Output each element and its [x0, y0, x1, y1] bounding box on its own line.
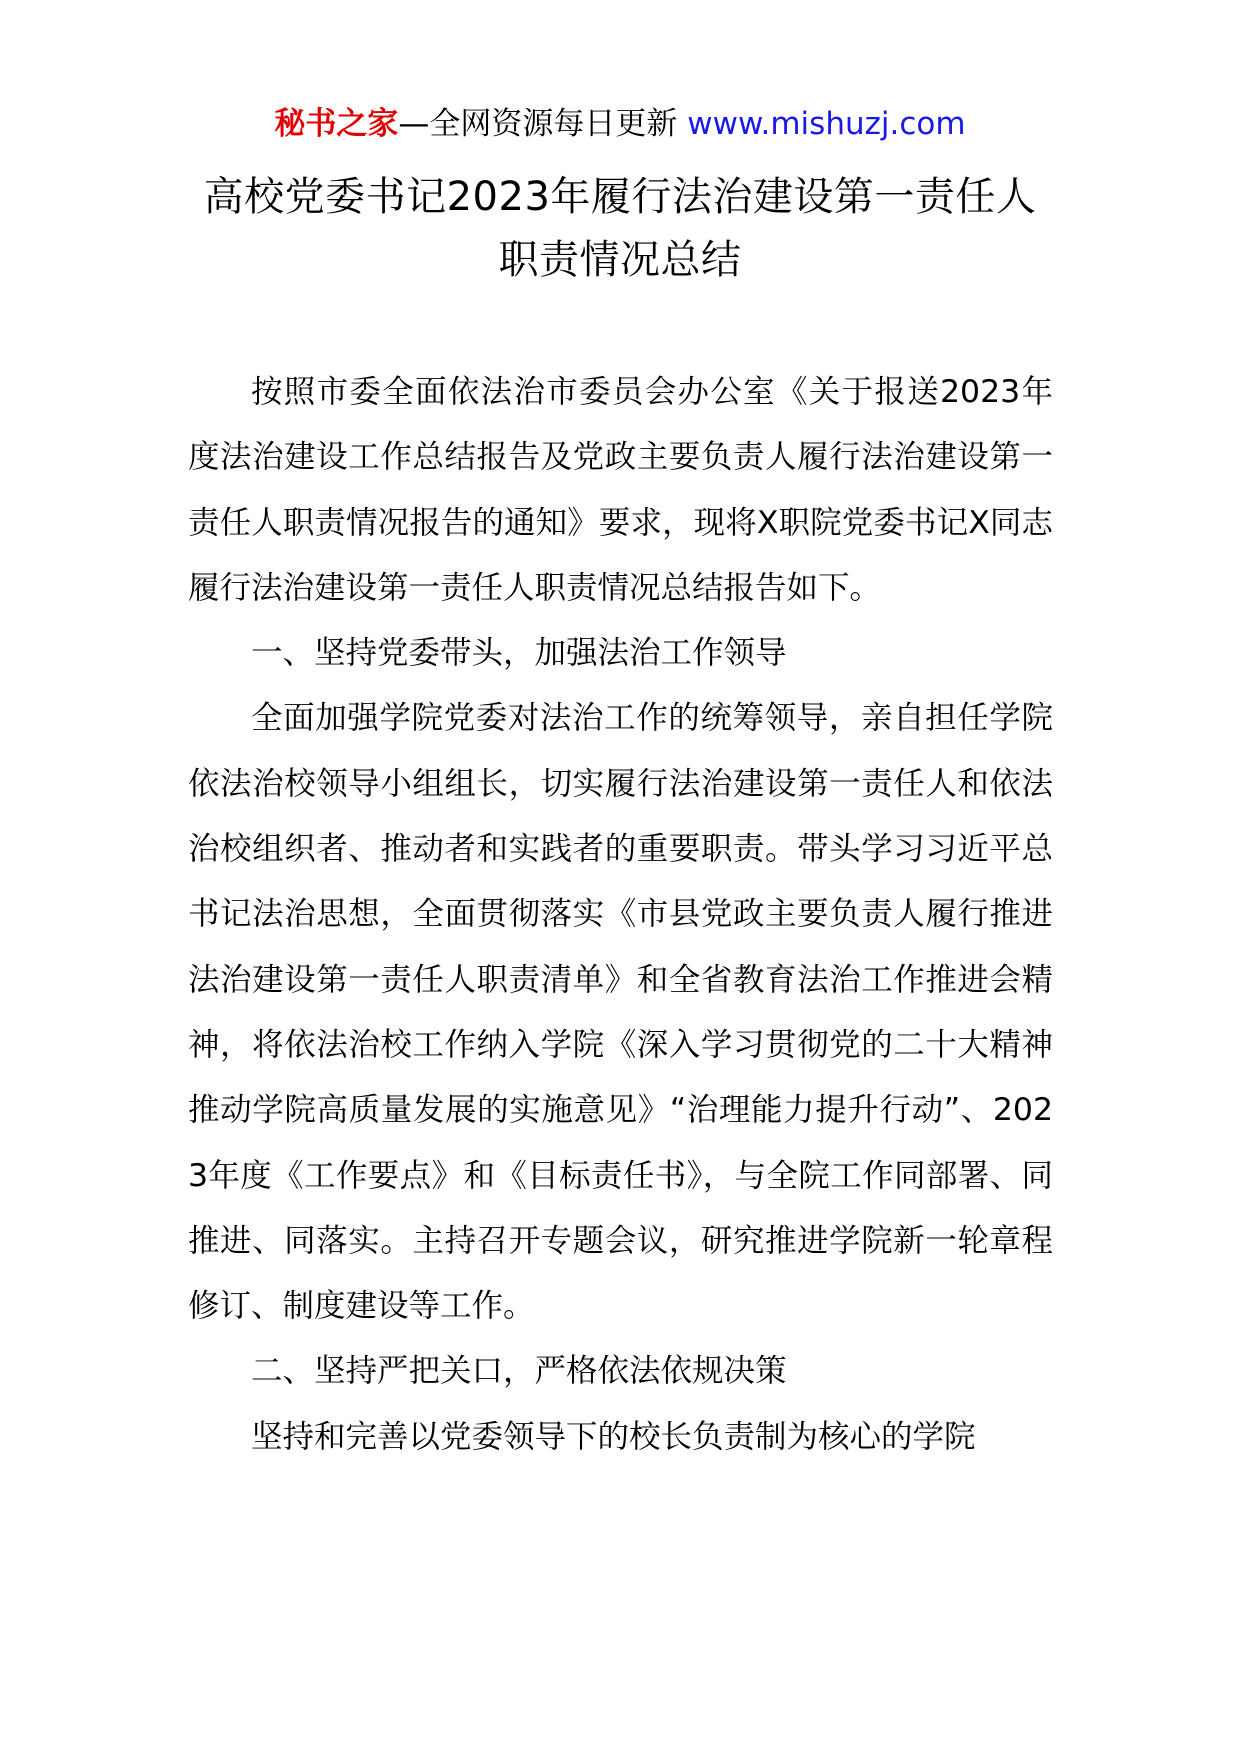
document-title: [100, 166, 1140, 292]
title-line-2: 职责情况总结: [498, 237, 742, 283]
document-body: [188, 360, 1053, 1470]
site-header: [0, 104, 1240, 144]
title-line-1: 高校党委书记2023年履行法治建设第一责任人: [203, 174, 1037, 220]
intro-paragraph: 按照市委全面依法治市委员会办公室《关于报送2023年度法治建设工作总结报告及党政主要负责人履行法治建设第一责任人职责情况报告的通知》要求，现将X职院党委书记X同志履行法治建设第一责任人职责情况总结报告如下。: [188, 374, 1053, 606]
site-brand: 秘书之家: [274, 106, 399, 142]
section-1-paragraph: 全面加强学院党委对法治工作的统筹领导，亲自担任学院依法治校领导小组组长，切实履行法治建设第一责任人和依法治校组织者、推动者和实践者的重要职责。带头学习习近平总书记法治思想，全面贯彻落实《市县党政主要负责人履行推进法治建设第一责任人职责清单》和全省教育法治工作推进会精神，将依法治校工作纳入学院《深入学习贯彻党的二十大精神推动学院高质量发展的实施意见》“治理能力提升行动”、2023年度《工作要点》和《目标责任书》，与全院工作同部署、同推进、同落实。主持召开专题会议，研究推进学院新一轮章程修订、制度建设等工作。: [188, 700, 1053, 1325]
section-2-paragraph: 坚持和完善以党委领导下的校长负责制为核心的学院: [251, 1418, 976, 1455]
site-slogan: —全网资源每日更新: [398, 106, 678, 142]
section-2-heading: 二、坚持严把关口，严格依法依规决策: [251, 1353, 787, 1390]
section-1-heading: 一、坚持党委带头，加强法治工作领导: [251, 635, 787, 672]
site-url-link[interactable]: www.mishuzj.com: [687, 106, 966, 142]
